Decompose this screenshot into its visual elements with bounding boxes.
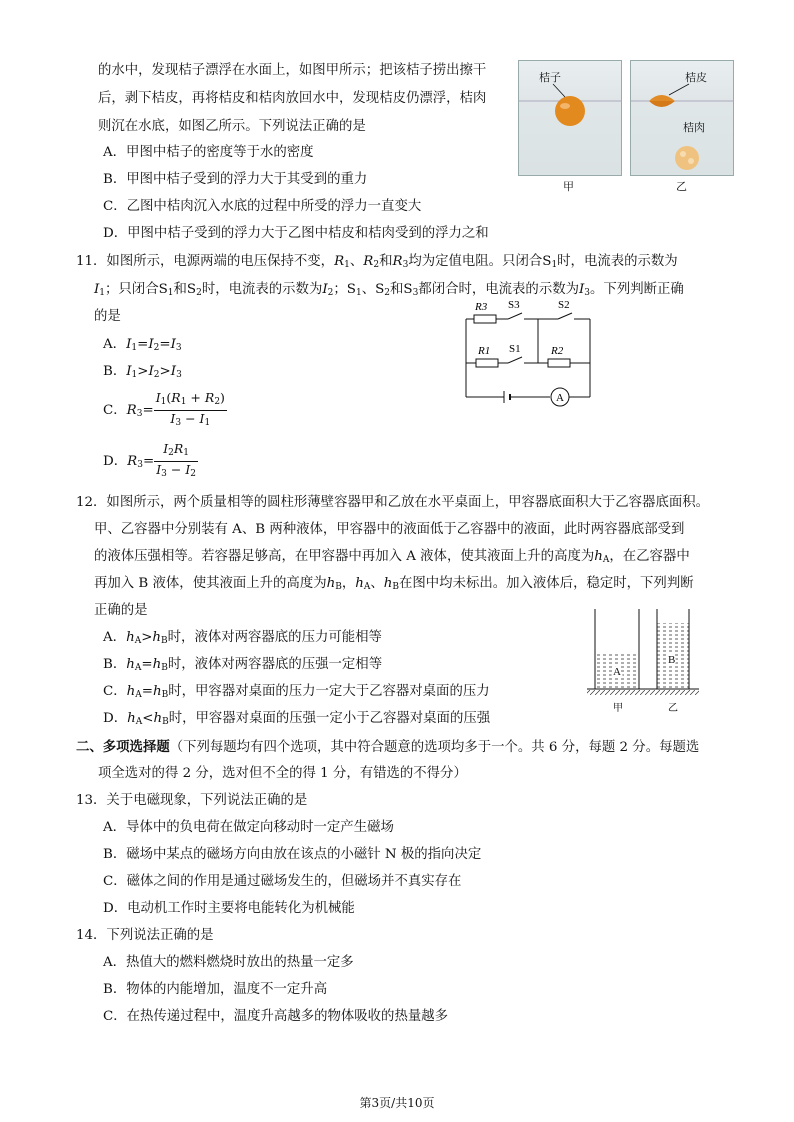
sub: 1 [131, 343, 138, 353]
q12-option-d [103, 710, 490, 731]
photo-peel-and-flesh [630, 60, 734, 176]
section-2-desc: （下列每题均有四个选项，其中符合题意的选项均多于一个。共 6 分，每题 2 分。每题选 [169, 740, 700, 755]
sym: h [153, 684, 162, 699]
q11-option-d [103, 441, 198, 484]
sym: I [163, 441, 169, 456]
sub: 3 [136, 409, 143, 419]
q12-stem-line-5: 正确的是 [94, 603, 148, 618]
op: − [185, 411, 196, 426]
opt-label: C． [103, 403, 127, 418]
opt-label: A． [103, 337, 127, 352]
q12-text: 时，甲容器对桌面的压力一定大于乙容器对桌面的压力 [168, 684, 490, 699]
q10-option-a: A．甲图中桔子的密度等于水的密度 [103, 145, 314, 160]
sub: 3 [584, 288, 591, 298]
op: = [141, 657, 153, 672]
sym: I [579, 282, 585, 297]
fraction-c [154, 390, 227, 431]
sub: 2 [153, 370, 160, 380]
section-2-title: 二、多项选择题 [76, 739, 170, 755]
q13-option-a: A．导体中的负电荷在做定向移动时一定产生磁场 [103, 820, 394, 835]
sub: A [134, 663, 142, 673]
q12-text: 时，液体对两容器底的压力可能相等 [167, 630, 382, 645]
q11-text: 和 [390, 282, 404, 297]
sym: R [334, 254, 345, 269]
sym: R [173, 441, 184, 456]
sym: S [403, 282, 413, 297]
sym: R [363, 254, 374, 269]
q12-option-c [103, 683, 490, 704]
sub: 2 [373, 260, 380, 270]
q12-text: 在图中均未标出。加入液体后，稳定时，下列判断 [399, 576, 694, 591]
sub: 1 [355, 288, 362, 298]
q13-stem: 13．关于电磁现象，下列说法正确的是 [76, 793, 308, 808]
q12-text: 时，液体对两容器底的压强一定相等 [167, 657, 383, 672]
sym: I [155, 390, 161, 405]
q14-option-a: A．热值大的燃料燃烧时放出的热量一定多 [103, 955, 354, 970]
circuit-label-r2: R2 [551, 345, 564, 357]
op: ( [166, 390, 172, 405]
sub: A [134, 636, 142, 646]
sub: A [135, 690, 142, 700]
q11-text: 时，电流表的示数为 [557, 254, 678, 269]
sym: h [152, 657, 162, 672]
q11-option-c [103, 390, 227, 433]
q11-text: 、 [361, 282, 376, 297]
sub: 1 [180, 397, 187, 407]
op: − [170, 462, 182, 477]
q11-option-a [103, 336, 182, 357]
q11-text: 11．如图所示，电源两端的电压保持不变， [76, 254, 335, 269]
sym: h [152, 630, 162, 645]
q14-option-b: B．物体的内能增加，温度不一定升高 [103, 982, 328, 997]
sym: I [199, 411, 205, 426]
q12-text: 、 [370, 576, 384, 591]
sym: R [127, 454, 138, 469]
sub: 1 [204, 418, 211, 428]
q10-option-d: D．甲图中桔子受到的浮力大于乙图中桔皮和桔肉受到的浮力之和 [103, 226, 489, 241]
label-peel: 桔皮 [685, 72, 707, 84]
sub: 3 [402, 260, 409, 270]
q11-text: 都闭合时，电流表的示数为 [418, 282, 579, 297]
fraction-d-numerator [154, 441, 198, 462]
opt-label: A． [103, 630, 127, 645]
sym: h [126, 657, 135, 672]
q11-text: 均为定值电阻。只闭合 [408, 254, 543, 269]
sym: h [594, 549, 603, 564]
q12-stem-line-2: 甲、乙容器中分别装有 A、B 两种液体，甲容器中的液面低于乙容器中的液面，此时两容器底部受到 [94, 522, 685, 537]
opt-label: C． [103, 684, 127, 699]
sym: I [148, 364, 154, 379]
sym: I [94, 282, 100, 297]
q14-option-c: C．在热传递过程中，温度升高越多的物体吸收的热量越多 [103, 1009, 449, 1024]
sym: R [126, 403, 137, 418]
sym: h [127, 711, 136, 726]
q11-text: 和 [379, 254, 393, 269]
sub: 2 [153, 343, 160, 353]
op: > [137, 364, 149, 379]
sub: 3 [412, 288, 419, 298]
q11-text: 。下列判断正确 [590, 282, 684, 297]
photo-orange-floating [518, 60, 622, 176]
label-flesh: 桔肉 [683, 122, 705, 134]
q12-option-a [103, 629, 382, 650]
op: < [142, 711, 154, 726]
q14-stem: 14．下列说法正确的是 [76, 928, 214, 943]
sub: 2 [327, 288, 334, 298]
sym: S [186, 282, 197, 297]
container-caption-jia: 甲 [613, 703, 623, 714]
sym: R [171, 390, 181, 405]
q11-text: 时，电流表的示数为 [201, 282, 323, 297]
circuit-label-s3: S3 [508, 299, 520, 311]
op: + [190, 390, 201, 405]
op: = [159, 337, 171, 352]
fraction-d [154, 441, 198, 482]
section-2-heading [76, 738, 699, 757]
sub: 1 [167, 288, 174, 298]
sym: I [148, 337, 154, 352]
q11-option-b [103, 363, 182, 384]
q12-text: 的液体压强相等。若容器足够高，在甲容器中再加入 A 液体，使其液面上升的高度为 [94, 549, 595, 564]
sub: 2 [384, 288, 390, 298]
sym: S [346, 282, 356, 297]
sub: 3 [175, 418, 182, 428]
sym: h [153, 711, 163, 726]
sym: I [322, 282, 328, 297]
sym: I [170, 364, 177, 379]
op: = [142, 454, 155, 469]
op: ) [220, 390, 225, 405]
op: = [141, 684, 153, 699]
q10-option-b: B．甲图中桔子受到的浮力大于其受到的重力 [103, 172, 368, 187]
sub: B [161, 636, 168, 646]
sym: S [542, 254, 552, 269]
sub: 3 [175, 343, 182, 353]
liquid-b-label: B [668, 654, 676, 666]
sub: B [161, 663, 168, 673]
sub: 2 [214, 397, 221, 407]
circuit-label-s1: S1 [509, 343, 521, 355]
sym: S [158, 282, 168, 297]
opt-label: B． [103, 364, 127, 379]
q12-stem-line-4 [94, 575, 694, 596]
q12-text: 时，甲容器对桌面的压强一定小于乙容器对桌面的压强 [168, 711, 491, 726]
label-orange: 桔子 [539, 72, 561, 84]
q12-option-b [103, 656, 382, 677]
op: > [159, 364, 171, 379]
sub: 3 [161, 469, 167, 479]
sym: h [355, 576, 364, 591]
photo-orange-floating-drawing [519, 61, 621, 175]
circuit-label-r1: R1 [478, 345, 491, 357]
sub: B [392, 582, 400, 592]
sub: 1 [344, 260, 350, 270]
sym: R [204, 390, 215, 405]
sym: h [383, 576, 393, 591]
q13-option-d: D．电动机工作时主要将电能转化为机械能 [103, 901, 355, 916]
q11-stem-line-3: 的是 [94, 309, 121, 324]
sym: R [392, 254, 403, 269]
sub: 1 [551, 260, 558, 270]
sub: 1 [99, 288, 106, 298]
sub: A [602, 555, 610, 565]
q12-text: ， [341, 576, 356, 591]
circuit-diagram [460, 295, 600, 410]
opt-label: D． [103, 454, 128, 469]
q12-text: ，在乙容器中 [609, 549, 690, 564]
q13-option-c: C．磁体之间的作用是通过磁场发生的，但磁场并不真实存在 [103, 874, 462, 889]
ammeter-symbol: A [556, 392, 564, 404]
sub: 2 [168, 448, 174, 458]
q12-text: 再加入 B 液体，使其液面上升的高度为 [94, 576, 327, 591]
sub: B [162, 717, 169, 727]
containers-diagram [585, 605, 705, 717]
container-caption-yi: 乙 [668, 703, 678, 714]
q12-stem-line-3 [94, 548, 690, 569]
sym: I [170, 337, 176, 352]
sub: A [363, 582, 371, 592]
liquid-a-label: A [613, 666, 621, 678]
q12-stem-line-1: 12．如图所示，两个质量相等的圆柱形薄壁容器甲和乙放在水平桌面上，甲容器底面积大于乙容器底面积。 [76, 495, 710, 510]
fraction-c-numerator [154, 390, 227, 411]
sym: I [170, 411, 176, 426]
sym: h [326, 576, 336, 591]
sub: B [335, 582, 342, 592]
opt-label: B． [103, 657, 127, 672]
fraction-c-denominator [154, 411, 227, 431]
q11-text: 、 [349, 254, 364, 269]
sym: I [126, 337, 132, 352]
sub: 3 [176, 370, 182, 380]
page-number: 第3页/共10页 [359, 1096, 435, 1110]
sub: A [135, 717, 143, 727]
op: = [137, 337, 149, 352]
sym: I [126, 364, 132, 379]
sub: 3 [137, 460, 143, 470]
q13-option-b: B．磁场中某点的磁场方向由放在该点的小磁针 N 极的指向决定 [103, 847, 482, 862]
sym: h [126, 684, 136, 699]
q11-text: ；只闭合 [105, 282, 159, 297]
sub: 2 [190, 469, 197, 479]
sub: B [161, 690, 169, 700]
q10-stem-line-2: 后，剥下桔皮，再将桔皮和桔肉放回水中，发现桔皮仍漂浮，桔肉 [98, 91, 487, 106]
sub: 1 [160, 397, 167, 407]
circuit-label-s2: S2 [558, 299, 570, 311]
q11-text: 和 [173, 282, 187, 297]
q10-stem-line-1: 的水中，发现桔子漂浮在水面上，如图甲所示；把该桔子捞出擦干 [98, 63, 487, 78]
sub: 2 [196, 288, 202, 298]
sym: S [375, 282, 385, 297]
opt-label: D． [103, 711, 128, 726]
photo-peel-and-flesh-drawing [631, 61, 733, 175]
fraction-d-denominator [154, 462, 198, 482]
sym: I [185, 462, 191, 477]
sym: I [156, 462, 162, 477]
op: > [141, 630, 153, 645]
sub: 1 [131, 370, 138, 380]
table-surface [587, 690, 699, 695]
sub: 1 [183, 448, 190, 458]
q11-text: ； [333, 282, 347, 297]
q10-option-c: C．乙图中桔肉沉入水底的过程中所受的浮力一直变大 [103, 199, 422, 214]
section-2-desc-line-2: 项全选对的得 2 分，选对但不全的得 1 分，有错选的不得分） [98, 766, 467, 781]
photo-caption-yi: 乙 [676, 180, 687, 193]
sym: h [126, 630, 135, 645]
circuit-label-r3: R3 [475, 301, 488, 313]
photo-caption-jia: 甲 [563, 180, 574, 193]
op: = [142, 403, 154, 418]
q10-stem-line-3: 则沉在水底，如图乙所示。下列说法正确的是 [98, 119, 366, 134]
q11-stem-line-1 [76, 253, 678, 274]
